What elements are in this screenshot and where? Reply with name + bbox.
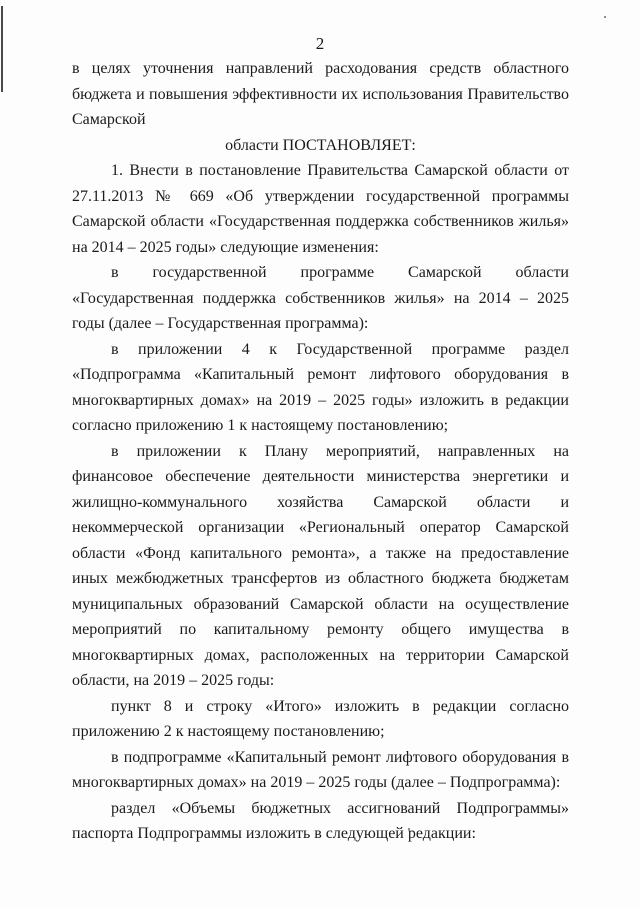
paragraph-plan-appendix: в приложении к Плану мероприятий, направленных на финансовое обеспечение деятельности министерства энергетики и жилищно-коммунального хозяйства Самарской области и некоммерческой организации «Региональный оператор Самарской области «Фонд капитального ремонта», а также на предоставление иных межбюджетных трансфертов из областного бюджета бюджетам муниципальных образований Самарской области на осуществление мероприятий по капитальному ремонту общего имущества в многоквартирных домах, расположенных на территории Самарской области, на 2019 – 2025 годы: — [72, 442, 569, 689]
paragraph-state-program: в государственной программе Самарской области «Государственная поддержка собственников жилья» на 2014 – 2025 годы (далее – Государственная программа): — [72, 264, 569, 332]
scan-speck — [604, 16, 606, 18]
paragraph-item-8-total: пункт 8 и строку «Итого» изложить в редакции согласно приложению 2 к настоящему постановлению; — [72, 697, 569, 740]
paragraph-subprogram: в подпрограмме «Капитальный ремонт лифтового оборудования в многоквартирных домах» на 2019 – 2025 годы (далее – Подпрограмма): — [72, 748, 569, 791]
paragraph-item-1: 1. Внести в постановление Правительства Самарской области от 27.11.2013 № 669 «Об утверждении государственной программы Самарской области «Государственная поддержка собственников жилья» на 2014 – 2025 годы» следующие изменения: — [72, 162, 569, 256]
page-number: 2 — [315, 34, 325, 53]
paragraph-appendix-4: в приложении 4 к Государственной программе раздел «Подпрограмма «Капитальный ремонт лифтового оборудования в многоквартирных домах» на 2019 – 2025 годы» изложить в редакции согласно приложению 1 к настоящему постановлению; — [72, 340, 569, 434]
paragraph-resolves: области ПОСТАНОВЛЯЕТ: — [225, 136, 416, 154]
paragraph-preamble: в целях уточнения направлений расходования средств областного бюджета и повышения эффективности их использования Правительство Самарской — [72, 60, 569, 128]
document-body — [72, 56, 569, 847]
paragraph-budget-section: раздел «Объемы бюджетных ассигнований Подпрограммы» паспорта Подпрограммы изложить в следующей редакции: — [72, 799, 569, 842]
